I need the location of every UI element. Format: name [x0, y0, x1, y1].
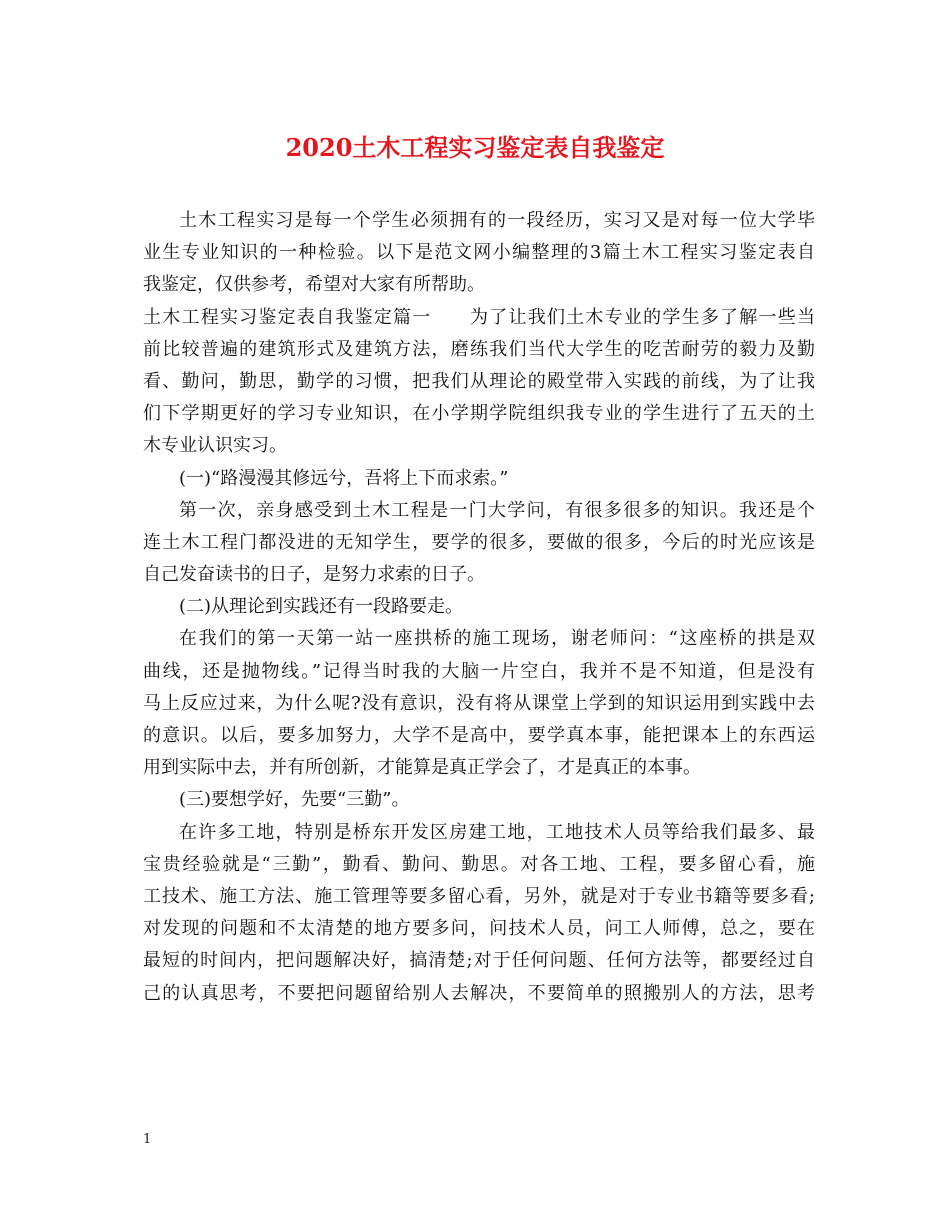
section-heading: (三)要想学好，先要“三勤”。	[179, 789, 410, 811]
body-line: 自己发奋读书的日子，是努力求索的日子。	[143, 564, 485, 586]
body-line: 们下学期更好的学习专业知识，在小学期学院组织我专业的学生进行了五天的土	[143, 403, 815, 425]
body-line: 马上反应过来，为什么呢?没有意识，没有将从课堂上学到的知识运用到实践中去	[143, 692, 815, 714]
document-body	[143, 205, 815, 1010]
section-heading: (一)“路漫漫其修远兮，吾将上下而求索。”	[179, 467, 509, 489]
body-line: 对发现的问题和不太清楚的地方要多问，问技术人员，问工人师傅，总之，要在	[143, 918, 815, 940]
section-heading: (二)从理论到实践还有一段路要走。	[179, 596, 464, 618]
body-line: 第一次，亲身感受到土木工程是一门大学问，有很多很多的知识。我还是个	[179, 499, 815, 521]
body-line: 我鉴定，仅供参考，希望对大家有所帮助。	[143, 274, 485, 296]
body-line: 己的认真思考，不要把问题留给别人去解决，不要简单的照搬别人的方法，思考	[143, 982, 815, 1004]
body-line: 在我们的第一天第一站一座拱桥的施工现场，谢老师问：“这座桥的拱是双	[179, 628, 815, 650]
body-line: 在许多工地，特别是桥东开发区房建工地，工地技术人员等给我们最多、最	[179, 821, 815, 843]
document-title: 2020土木工程实习鉴定表自我鉴定	[285, 133, 665, 162]
page-number: 1	[143, 1132, 152, 1147]
body-line: 宝贵经验就是“三勤”，勤看、勤问、勤思。对各工地、工程，要多留心看，施	[143, 853, 815, 875]
body-line: 用到实际中去，并有所创新，才能算是真正学会了，才是真正的本事。	[143, 757, 701, 779]
body-line: 工技术、施工方法、施工管理等要多留心看，另外，就是对于专业书籍等要多看;	[143, 885, 815, 907]
body-line: 土木工程实习是每一个学生必须拥有的一段经历，实习又是对每一位大学毕	[179, 210, 815, 231]
body-line: 土木工程实习鉴定表自我鉴定篇一 为了让我们土木专业的学生多了解一些当	[143, 306, 815, 328]
body-line: 曲线，还是抛物线。”记得当时我的大脑一片空白，我并不是不知道，但是没有	[143, 660, 815, 682]
body-line: 连土木工程门都没进的无知学生，要学的很多，要做的很多，今后的时光应该是	[143, 531, 815, 553]
body-line: 业生专业知识的一种检验。以下是范文网小编整理的3篇土木工程实习鉴定表自	[143, 242, 815, 264]
body-line: 最短的时间内，把问题解决好，搞清楚;对于任何问题、任何方法等，都要经过自	[143, 950, 815, 972]
body-line: 木专业认识实习。	[143, 435, 287, 457]
body-line: 前比较普遍的建筑形式及建筑方法，磨练我们当代大学生的吃苦耐劳的毅力及勤	[143, 338, 815, 360]
body-line: 的意识。以后，要多加努力，大学不是高中，要学真本事，能把课本上的东西运	[143, 725, 815, 746]
body-line: 看、勤问，勤思，勤学的习惯，把我们从理论的殿堂带入实践的前线，为了让我	[143, 370, 815, 392]
